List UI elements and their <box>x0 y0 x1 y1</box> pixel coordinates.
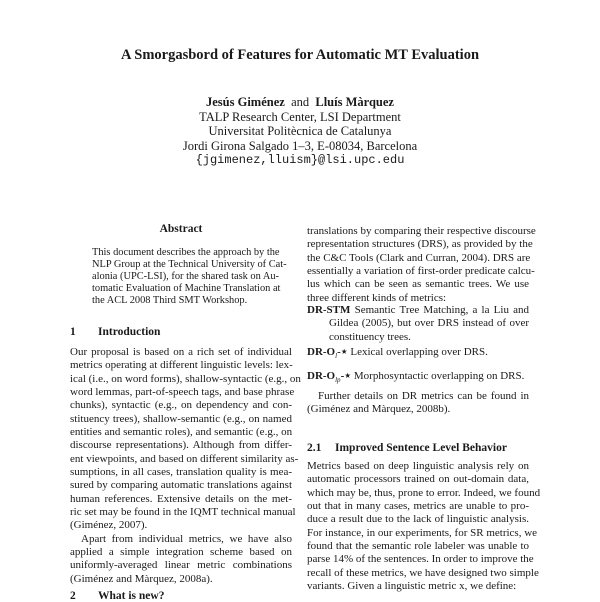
text-line: translations by comparing their respective discourse <box>307 225 536 237</box>
abstract-heading: Abstract <box>159 223 203 235</box>
author-2: Lluís Màrquez <box>315 95 394 109</box>
text-line: the ACL 2008 Third SMT Workshop. <box>92 295 248 306</box>
section-1-heading <box>70 326 160 338</box>
text-line: entities and semantic roles), and semantic (e.g., on <box>70 425 293 438</box>
text-line: word lemmas, part-of-speech tags, and base phrase <box>70 385 295 398</box>
metric-term: DR-O <box>307 346 336 358</box>
metric-suffix: -⋆ <box>340 370 352 382</box>
right-paragraph-1 <box>307 225 536 305</box>
metric-term: DR-STM <box>307 304 351 316</box>
text-line: variants. Given a linguistic metric x, we define: <box>307 579 517 592</box>
author-separator: and <box>291 95 310 109</box>
text-line: (Giménez and Màrquez, 2008a). <box>70 572 213 585</box>
text-line: representation structures (DRS), as provided by the <box>307 238 533 251</box>
text-line: uniformly-averaged linear metric combinations <box>70 559 292 572</box>
metric-suffix: -⋆ <box>337 346 348 358</box>
section-number: 1 <box>70 326 76 338</box>
text-line: duce a result due to the lack of linguistic analysis. <box>307 513 529 526</box>
affiliation-line: Universitat Politècnica de Catalunya <box>208 124 392 139</box>
text-line: found that the semantic role labeler was unable to <box>307 539 529 552</box>
section-2-heading <box>70 590 164 602</box>
text-line: automatic processors trained on out-domain data, <box>307 473 529 486</box>
text-line: sured by comparing automatic translations against <box>70 479 292 492</box>
metric-item-dr-stm <box>307 304 529 344</box>
text-line: the C&C Tools (Clark and Curran, 2004). DRS are <box>307 251 531 264</box>
text-line: ric set may be found in the IQMT technical manual <box>70 505 296 518</box>
text-line: This document describes the approach by the <box>92 247 280 258</box>
text-line: metrics operating at different linguistic levels: lex- <box>70 359 293 372</box>
text-line: tomatic Evaluation of Machine Translation at <box>92 283 281 294</box>
text-line: (Giménez, 2007). <box>70 519 148 532</box>
text-line: lus which can be seen as semantic trees. We use <box>307 278 529 291</box>
metric-desc: Gildea (2005), but over DRS instead of over <box>329 317 529 330</box>
author-1: Jesús Giménez <box>206 95 285 109</box>
text-line: chunks), syntactic (e.g., on dependency and con- <box>70 399 292 412</box>
text-line: ent viewpoints, and based on different similarity as- <box>70 452 299 465</box>
paper-title: A Smorgasbord of Features for Automatic MT Evaluation <box>120 47 480 63</box>
text-line: Our proposal is based on a rich set of individual <box>70 346 292 358</box>
affiliation-line: TALP Research Center, LSI Department <box>199 109 401 124</box>
section-title: Introduction <box>98 326 161 338</box>
metric-term: DR-O <box>307 370 336 382</box>
section-number: 2.1 <box>307 442 322 454</box>
text-line: ical (i.e., on word forms), shallow-syntactic (e.g., on <box>70 372 301 385</box>
author-email: {jgimenez,lluism}@lsi.upc.edu <box>195 153 405 168</box>
text-line: alonia (UPC-LSI), for the shared task on Au- <box>92 271 279 282</box>
text-line: For instance, in our experiments, for SR metrics, we <box>307 526 538 539</box>
affiliation-line: Jordi Girona Salgado 1–3, E-08034, Barcelona <box>182 138 418 153</box>
metric-subscript: l <box>335 352 338 361</box>
subsection-2-1-heading <box>307 442 507 454</box>
metric-item-dr-olp <box>307 370 524 383</box>
section-number: 2 <box>70 590 76 602</box>
abstract-body <box>92 247 287 307</box>
text-line: Metrics based on deep linguistic analysis rely on <box>307 460 529 472</box>
text-line: parse 14% of the sentences. In order to improve the <box>307 553 534 566</box>
author-names <box>0 95 600 110</box>
right-paragraph-3 <box>307 460 541 593</box>
text-line: out that in many cases, metrics are unable to pro- <box>307 499 529 512</box>
text-line: applied a simple integration scheme based on <box>70 545 292 558</box>
text-line: essentially a variation of first-order predicate calcu- <box>307 264 535 277</box>
text-line: NLP Group at the Technical University of Cat- <box>92 259 287 270</box>
section-title: What is new? <box>98 590 165 602</box>
text-line: discourse representations). Although from differ- <box>70 439 292 452</box>
intro-body <box>70 346 301 586</box>
text-line: (Giménez and Màrquez, 2008b). <box>307 403 451 416</box>
text-line: stituency trees), shallow-semantic (e.g., on named <box>70 412 292 425</box>
text-line: human references. Extensive details on the met- <box>70 492 292 505</box>
metric-desc: Lexical overlapping over DRS. <box>350 346 488 358</box>
text-line: Apart from individual metrics, we have also <box>81 532 292 545</box>
section-title: Improved Sentence Level Behavior <box>335 442 507 454</box>
metric-desc: constituency trees. <box>329 330 411 343</box>
text-line: sumptions, in all cases, translation quality is mea- <box>70 465 292 478</box>
right-paragraph-2 <box>307 390 529 417</box>
text-line: recall of these metrics, we have designed two simple <box>307 566 539 579</box>
text-line: three different kinds of metrics: <box>307 291 447 304</box>
metric-subscript: lp <box>335 376 341 385</box>
text-line: which may be, thus, prone to error. Indeed, we found <box>307 486 541 499</box>
text-line: Further details on DR metrics can be found in <box>318 390 529 402</box>
author-block <box>0 95 600 168</box>
metric-desc: Semantic Tree Matching, a la Liu and <box>354 304 530 316</box>
metric-item-dr-ol <box>307 346 488 359</box>
metric-desc: Morphosyntactic overlapping on DRS. <box>353 370 525 382</box>
